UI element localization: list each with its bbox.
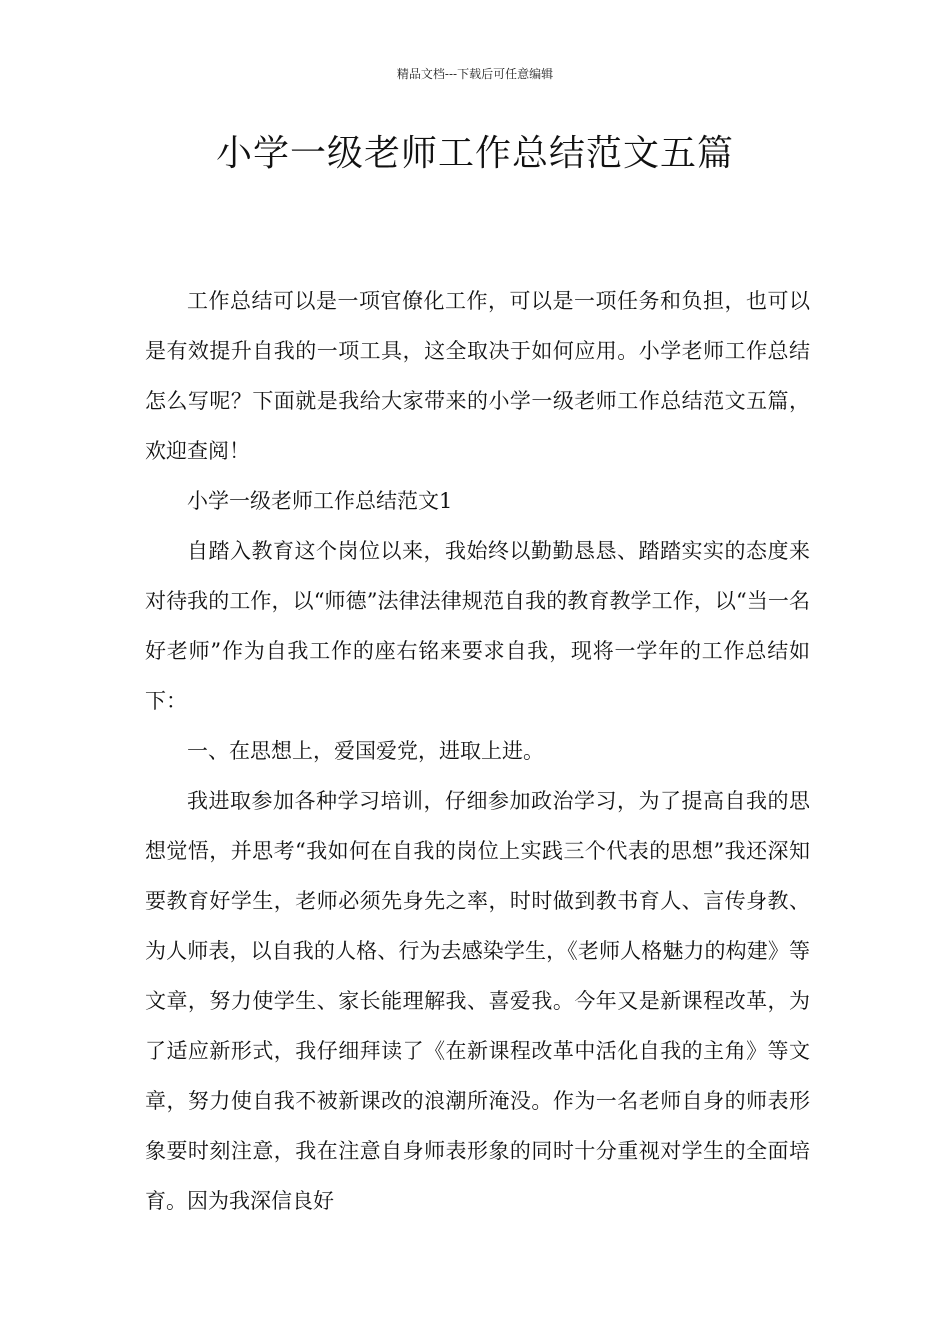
section-1-paragraph: 自踏入教育这个岗位以来，我始终以勤勤恳恳、踏踏实实的态度来对待我的工作，以“师德”法律法律规范自我的教育教学工作，以“当一名好老师”作为自我工作的座右铭来要求自我，现将一学年的工作总结如下： [145,539,810,713]
subheading-ideology: 一、在思想上，爱国爱党，进取上进。 [187,739,544,763]
section-heading-1: 小学一级老师工作总结范文1 [187,489,453,513]
intro-paragraph: 工作总结可以是一项官僚化工作，可以是一项任务和负担，也可以是有效提升自我的一项工具，这全取决于如何应用。小学老师工作总结怎么写呢？下面就是我给大家带来的小学一级老师工作总结范文五篇，欢迎查阅！ [145,289,810,463]
body-text [145,276,810,1226]
page-title: 小学一级老师工作总结范文五篇 [215,133,734,174]
header-note: 精品文档---下载后可任意编辑 [396,67,554,81]
ideology-paragraph: 我进取参加各种学习培训，仔细参加政治学习，为了提高自我的思想觉悟，并思考“我如何在自我的岗位上实践三个代表的思想”我还深知要教育好学生，老师必须先身先之率，时时做到教书育人、言传身教、为人师表，以自我的人格、行为去感染学生，《老师人格魅力的构建》等文章，努力使学生、家长能理解我、喜爱我。今年又是新课程改革，为了适应新形式，我仔细拜读了《在新课程改革中活化自我的主角》等文章，努力使自我不被新课改的浪潮所淹没。作为一名老师自身的师表形象要时刻注意，我在注意自身师表形象的同时十分重视对学生的全面培育。因为我深信良好 [145,789,810,1213]
